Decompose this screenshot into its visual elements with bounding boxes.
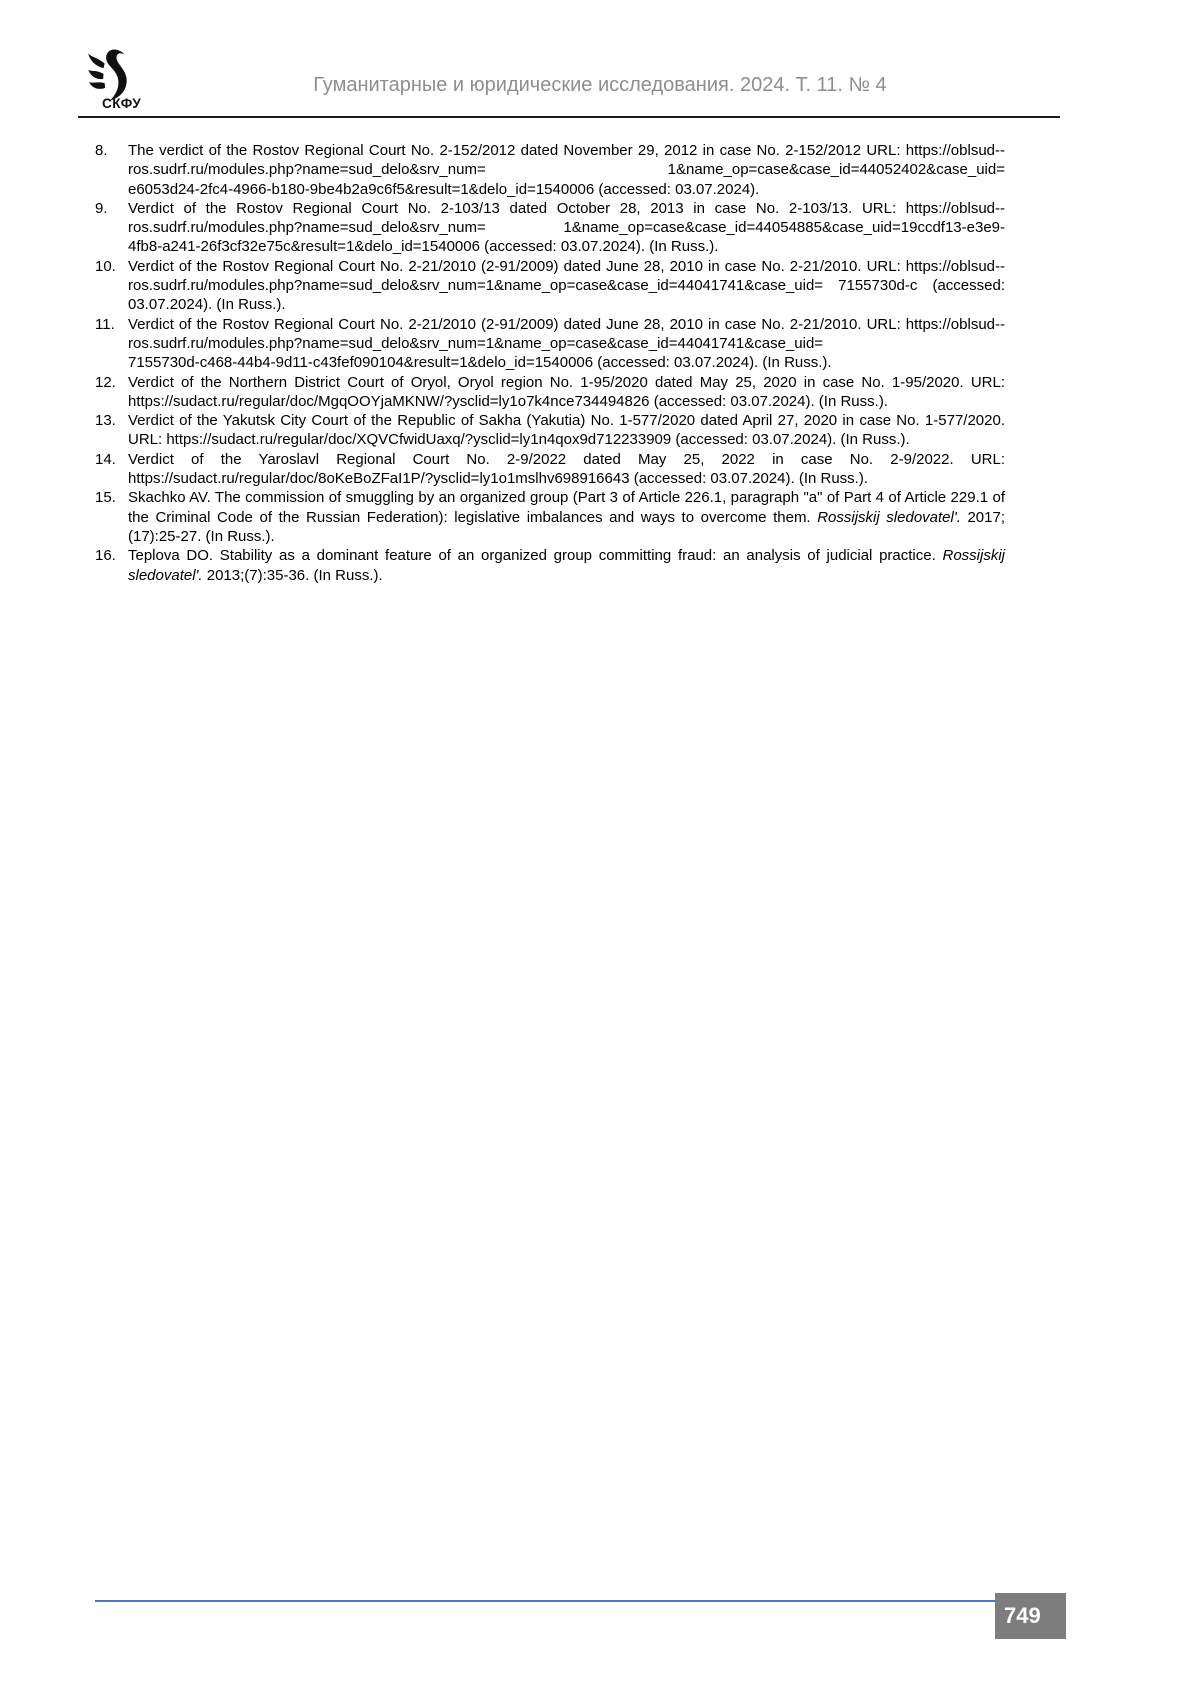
references-list [95, 141, 1005, 585]
reference-item [95, 450, 1005, 489]
reference-item [95, 199, 1005, 257]
reference-number: 9. [95, 199, 108, 217]
footer-divider [95, 1600, 1000, 1602]
reference-text: Verdict of the Rostov Regional Court No. 2-21/2010 (2-91/2009) dated June 28, 2010 in case No. 2-21/2010. URL: https://oblsud--ros.sudrf.ru/modules.php?name=sud_delo&srv_num=1&name_op=case&case_id=44041741&case_uid= 7155730d-c (accessed: 03.07.2024). (In Russ.). [128, 257, 1006, 314]
reference-number: 13. [95, 412, 116, 430]
reference-number: 16. [95, 547, 116, 565]
reference-text: Teplova DO. Stability as a dominant feature of an organized group committing fraud: an analysis of judicial practice. Rossijskij sledovatel'. 2013;(7):35-36. (In Russ.). [128, 547, 1005, 584]
reference-item [95, 257, 1005, 315]
reference-text: The verdict of the Rostov Regional Court No. 2-152/2012 dated November 29, 2012 in case No. 2-152/2012 URL: https://oblsud--ros.sudrf.ru/modules.php?name=sud_delo&srv_num= 1&name_op=case&case_id=44052402&case_uid= e6053d24-2fc4-4966-b180-9be4b2a9c6f5&result=1&delo_id=1540006 (accessed: 03.07.2024). [128, 142, 1005, 198]
reference-item [95, 411, 1005, 450]
reference-text: Verdict of the Yaroslavl Regional Court No. 2-9/2022 dated May 25, 2022 in case No. 2-9/2022. URL: https://sudact.ru/regular/doc/8oKeBoZFaI1P/?ysclid=ly1o1mslhv698916643 (accessed: 03.07.2024). (In Russ.). [128, 450, 1005, 488]
reference-number: 15. [95, 489, 116, 507]
reference-item [95, 373, 1005, 412]
reference-text: Verdict of the Northern District Court of Oryol, Oryol region No. 1-95/2020 dated May 25, 2020 in case No. 1-95/2020. URL: https://sudact.ru/regular/doc/MgqOOYjaMKNW/?ysclid=ly1o7k4nce734494826 (accessed: 03.07.2024). (In Russ.). [128, 373, 1005, 410]
reference-number: 14. [95, 450, 116, 468]
page-number-badge [995, 1593, 1066, 1639]
header-divider [78, 116, 1060, 118]
reference-item [95, 315, 1005, 373]
reference-text: Verdict of the Yakutsk City Court of the Republic of Sakha (Yakutia) No. 1-577/2020 dated April 27, 2020 in case No. 1-577/2020. URL: https://sudact.ru/regular/doc/XQVCfwidUaxq/?ysclid=ly1n4qox9d712233909 (accessed: 03.07.2024). (In Russ.). [128, 412, 1005, 449]
logo-text: СКФУ [102, 96, 142, 111]
reference-number: 10. [95, 257, 116, 275]
reference-item [95, 488, 1005, 546]
reference-item [95, 141, 1005, 199]
page-number: 749 [1004, 1603, 1041, 1628]
reference-text: Verdict of the Rostov Regional Court No. 2-21/2010 (2-91/2009) dated June 28, 2010 in case No. 2-21/2010. URL: https://oblsud--ros.sudrf.ru/modules.php?name=sud_delo&srv_num=1&name_op=case&case_id=44041741&case_uid= 7155730d-c468-44b4-9d11-c43fef090104&result=1&delo_id=1540006 (accessed: 03.07.2024). (In Russ.). [128, 315, 1005, 372]
reference-number: 12. [95, 373, 116, 391]
reference-number: 8. [95, 142, 108, 159]
reference-text: Verdict of the Rostov Regional Court No. 2-103/13 dated October 28, 2013 in case No. 2-103/13. URL: https://oblsud--ros.sudrf.ru/modules.php?name=sud_delo&srv_num= 1&name_op=case&case_id=44054885&case_uid=19ccdf13-e3e9-4fb8-a241-26f3cf32e75c&result=1&delo_id=1540006 (accessed: 03.07.2024). (In Russ.). [128, 199, 1005, 256]
reference-text: Skachko AV. The commission of smuggling by an organized group (Part 3 of Article 226.1, paragraph "a" of Part 4 of Article 229.1 of the Criminal Code of the Russian Federation): legislative imbalances and ways to overcome them. Rossijskij sledovatel'. 2017;(17):25-27. (In Russ.). [128, 489, 1005, 545]
journal-title: Гуманитарные и юридические исследования. 2024. Т. 11. № 4 [313, 74, 887, 96]
reference-number: 11. [95, 315, 115, 333]
reference-item [95, 546, 1005, 585]
